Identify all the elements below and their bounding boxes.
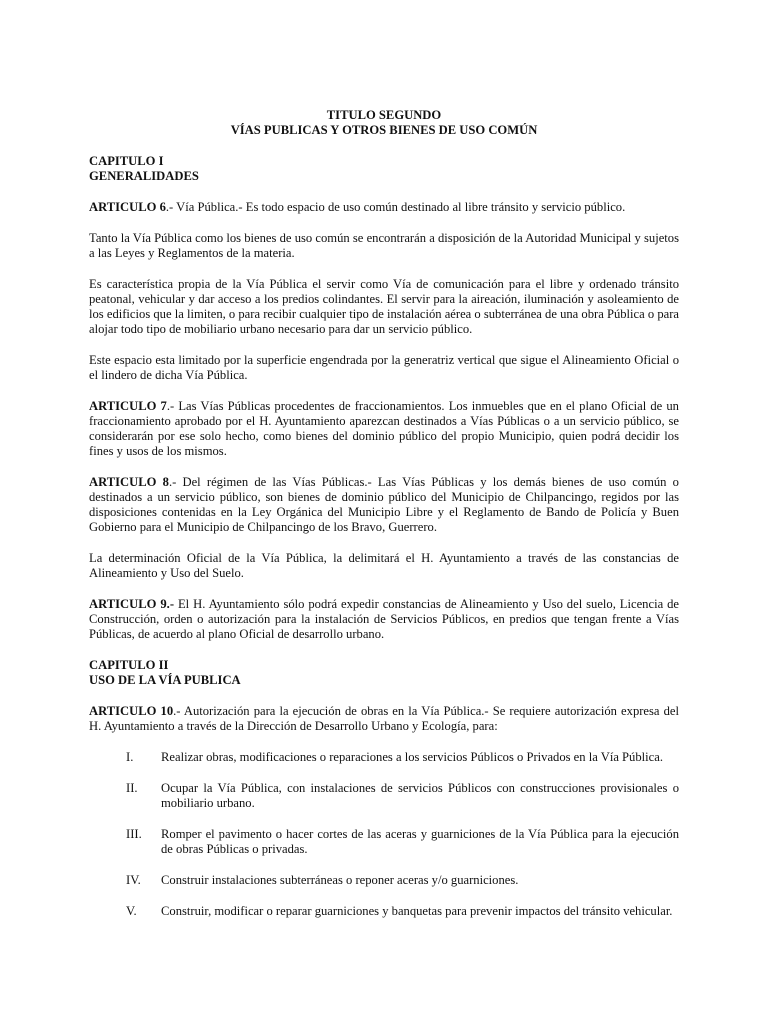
article-6-label: ARTICULO 6 bbox=[89, 200, 166, 214]
list-item-text: Construir instalaciones subterráneas o reponer aceras y/o guarniciones. bbox=[161, 873, 519, 887]
list-item bbox=[89, 750, 679, 765]
list-item-text: Construir, modificar o reparar guarniciones y banquetas para prevenir impactos del tránsito vehicular. bbox=[161, 904, 673, 918]
paragraph-tanto: Tanto la Vía Pública como los bienes de uso común se encontrarán a disposición de la Autoridad Municipal y sujetos a las Leyes y Reglamentos de la materia. bbox=[89, 231, 679, 260]
list-item-text: Realizar obras, modificaciones o reparaciones a los servicios Públicos o Privados en la Vía Pública. bbox=[161, 750, 663, 764]
list-item bbox=[89, 827, 679, 857]
article-9 bbox=[89, 597, 679, 642]
article-9-label: ARTICULO 9.- bbox=[89, 597, 175, 611]
chapter-1-heading bbox=[89, 154, 679, 184]
paragraph-determinacion: La determinación Oficial de la Vía Pública, la delimitará el H. Ayuntamiento a través de las constancias de Alineamiento y Uso del Suelo. bbox=[89, 551, 679, 580]
article-6-text: .- Vía Pública.- Es todo espacio de uso común destinado al libre tránsito y servicio público. bbox=[165, 200, 626, 214]
article-10-text: .- Autorización para la ejecución de obras en la Vía Pública.- Se requiere autorización expresa del H. Ayuntamiento a través de la Dirección de Desarrollo Urbano y Ecología, para: bbox=[89, 704, 679, 733]
chapter-2-heading bbox=[89, 658, 679, 688]
article-10-list bbox=[89, 750, 679, 919]
list-item-number: III. bbox=[126, 827, 142, 841]
chapter-1-name: GENERALIDADES bbox=[89, 169, 199, 183]
chapter-2-number: CAPITULO II bbox=[89, 658, 169, 672]
list-item-text: Ocupar la Vía Pública, con instalaciones de servicios Públicos con construcciones provisionales o mobiliario urbano. bbox=[161, 781, 679, 810]
list-item-number: II. bbox=[126, 781, 138, 795]
title-line-2: VÍAS PUBLICAS Y OTROS BIENES DE USO COMÚN bbox=[230, 123, 538, 137]
article-7 bbox=[89, 399, 679, 459]
list-item bbox=[89, 781, 679, 811]
article-8 bbox=[89, 475, 679, 535]
paragraph-espacio: Este espacio esta limitado por la superficie engendrada por la generatriz vertical que sigue el Alineamiento Oficial o el lindero de dicha Vía Pública. bbox=[89, 353, 679, 382]
article-10 bbox=[89, 704, 679, 734]
article-8-label: ARTICULO 8 bbox=[89, 475, 169, 489]
document-page bbox=[89, 108, 679, 919]
article-10-label: ARTICULO 10 bbox=[89, 704, 174, 718]
article-7-label: ARTICULO 7 bbox=[89, 399, 167, 413]
list-item bbox=[89, 904, 679, 919]
list-item-number: IV. bbox=[126, 873, 141, 887]
list-item-text: Romper el pavimento o hacer cortes de las aceras y guarniciones de la Vía Pública para la ejecución de obras Públicas o privadas. bbox=[161, 827, 679, 856]
chapter-2-name: USO DE LA VÍA PUBLICA bbox=[89, 673, 241, 687]
paragraph-caracteristica: Es característica propia de la Vía Pública el servir como Vía de comunicación para el libre y ordenado tránsito peatonal, vehicular y dar acceso a los predios colindantes. El servir para la aireación, iluminación y asoleamiento de los edificios que la limiten, o para recibir cualquier tipo de instalación aérea o subterránea de una obra Pública o para alojar todo tipo de mobiliario urbano necesario para dar un servicio público. bbox=[89, 277, 679, 336]
article-6 bbox=[89, 200, 679, 215]
article-8-text: .- Del régimen de las Vías Públicas.- Las Vías Públicas y los demás bienes de uso común o destinados a un servicio público, son bienes de dominio público del Municipio de Chilpancingo, regidos por las disposiciones contenidas en la Ley Orgánica del Municipio Libre y el Reglamento de Bando de Policía y Buen Gobierno para el Municipio de Chilpancingo de los Bravo, Guerrero. bbox=[89, 475, 679, 534]
list-item-number: V. bbox=[126, 904, 137, 918]
list-item-number: I. bbox=[126, 750, 134, 764]
chapter-1-number: CAPITULO I bbox=[89, 154, 164, 168]
title-line-1: TITULO SEGUNDO bbox=[326, 108, 442, 122]
article-9-text: El H. Ayuntamiento sólo podrá expedir constancias de Alineamiento y Uso del suelo, Licencia de Construcción, orden o autorización para la instalación de Servicios Públicos, en predios que tengan frente a Vías Públicas, de acuerdo al plano Oficial de desarrollo urbano. bbox=[89, 597, 679, 641]
list-item bbox=[89, 873, 679, 888]
article-7-text: .- Las Vías Públicas procedentes de fraccionamientos. Los inmuebles que en el plano Oficial de un fraccionamiento aprobado por el H. Ayuntamiento aparezcan destinados a Vías Públicas o a un servicio público, se considerarán por ese solo hecho, como bienes del dominio público del propio Municipio, quien podrá decidir los fines y usos de los mismos. bbox=[89, 399, 679, 458]
